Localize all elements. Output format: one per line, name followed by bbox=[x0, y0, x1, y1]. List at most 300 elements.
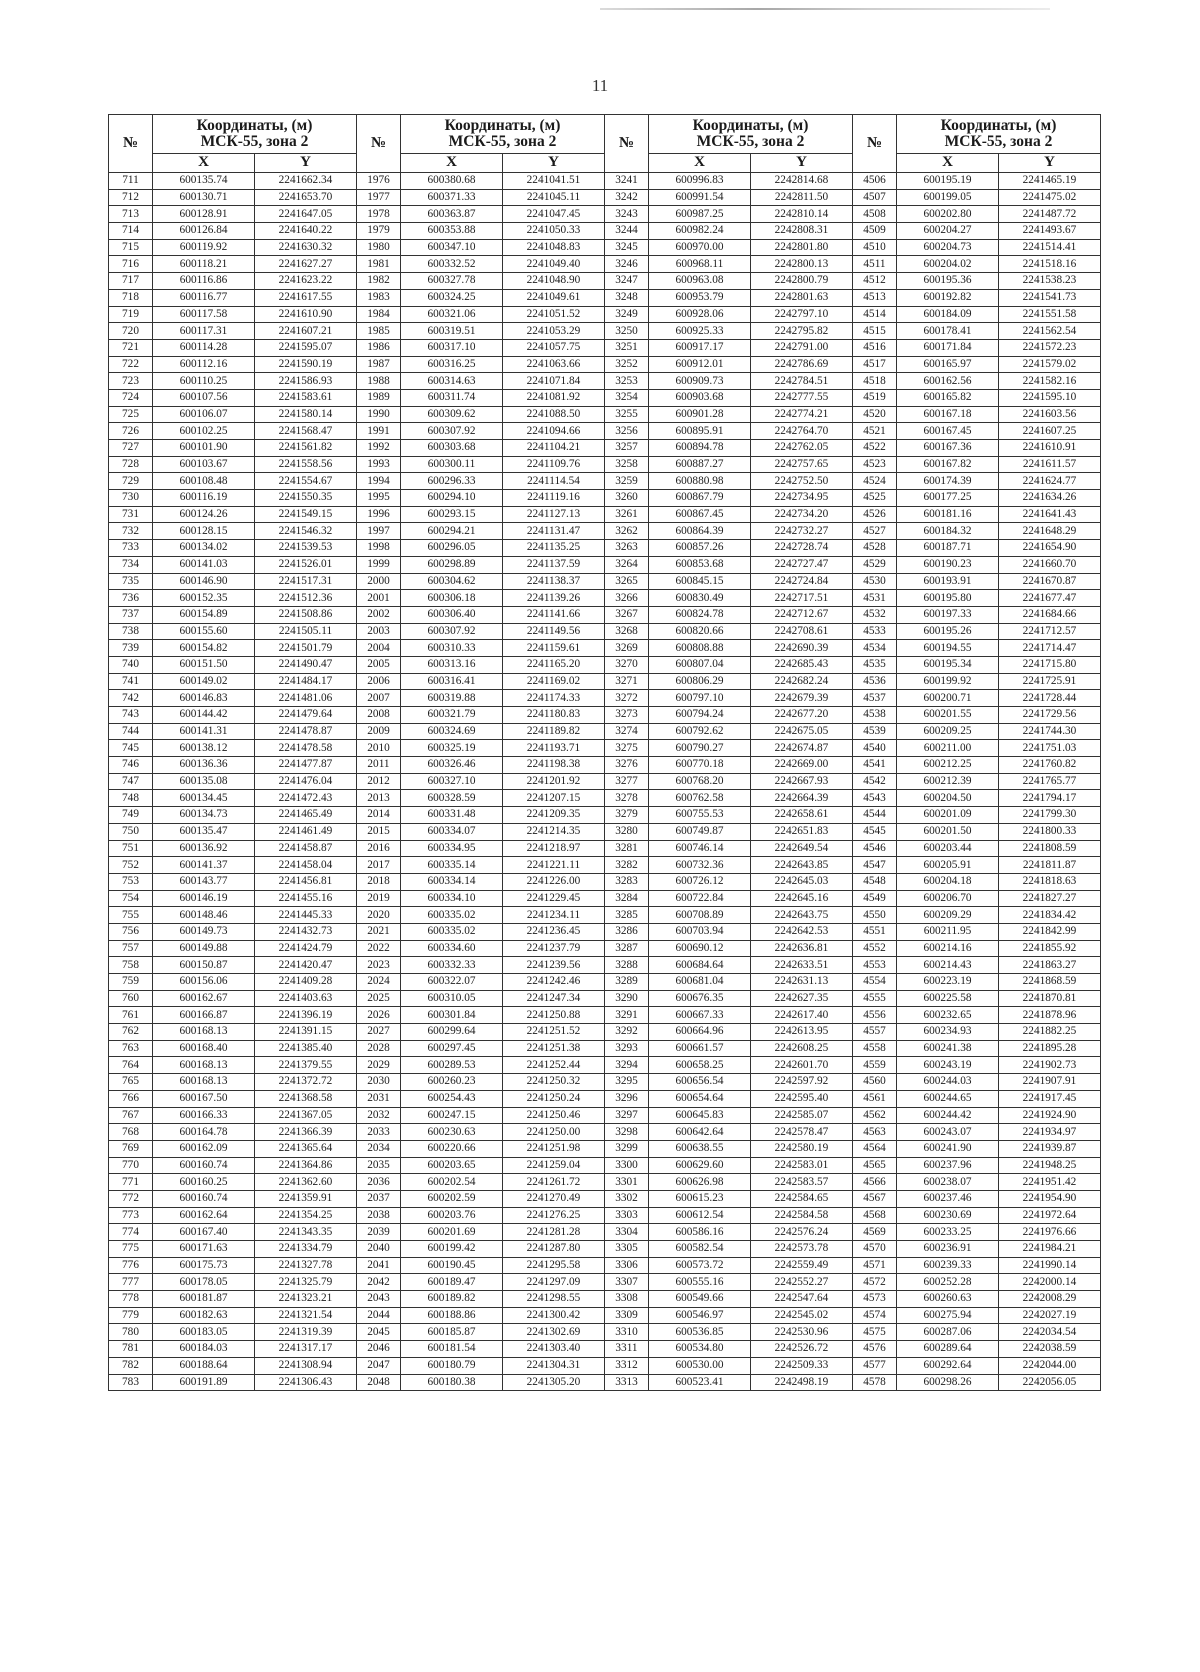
point-number-cell: 4537 bbox=[853, 690, 897, 707]
point-number-cell: 2019 bbox=[357, 890, 401, 907]
point-number-cell: 4575 bbox=[853, 1324, 897, 1341]
y-coordinate-cell: 2241165.20 bbox=[503, 656, 605, 673]
point-number-cell: 2004 bbox=[357, 640, 401, 657]
x-coordinate-cell: 600112.16 bbox=[153, 356, 255, 373]
y-coordinate-cell: 2242584.58 bbox=[751, 1207, 853, 1224]
x-coordinate-cell: 600144.42 bbox=[153, 707, 255, 724]
table-row bbox=[109, 707, 1101, 724]
point-number-cell: 3248 bbox=[605, 289, 649, 306]
x-coordinate-cell: 600887.27 bbox=[649, 456, 751, 473]
x-coordinate-cell: 600326.46 bbox=[401, 757, 503, 774]
x-coordinate-cell: 600171.63 bbox=[153, 1241, 255, 1258]
y-coordinate-cell: 2242808.31 bbox=[751, 223, 853, 240]
y-coordinate-cell: 2241104.21 bbox=[503, 440, 605, 457]
x-coordinate-cell: 600214.43 bbox=[897, 957, 999, 974]
y-coordinate-cell: 2241250.32 bbox=[503, 1074, 605, 1091]
point-number-cell: 4539 bbox=[853, 723, 897, 740]
point-number-cell: 3283 bbox=[605, 873, 649, 890]
y-coordinate-cell: 2242038.59 bbox=[999, 1341, 1101, 1358]
x-coordinate-cell: 600143.77 bbox=[153, 873, 255, 890]
x-coordinate-cell: 600820.66 bbox=[649, 623, 751, 640]
x-coordinate-cell: 600328.59 bbox=[401, 790, 503, 807]
y-coordinate-cell: 2242795.82 bbox=[751, 323, 853, 340]
point-number-cell: 4578 bbox=[853, 1374, 897, 1391]
y-coordinate-cell: 2242056.05 bbox=[999, 1374, 1101, 1391]
y-coordinate-cell: 2241209.35 bbox=[503, 807, 605, 824]
y-coordinate-cell: 2241303.40 bbox=[503, 1341, 605, 1358]
x-coordinate-cell: 600654.64 bbox=[649, 1090, 751, 1107]
y-coordinate-cell: 2241475.02 bbox=[999, 189, 1101, 206]
point-number-cell: 2030 bbox=[357, 1074, 401, 1091]
point-number-cell: 4522 bbox=[853, 440, 897, 457]
table-row bbox=[109, 673, 1101, 690]
point-number-cell: 2034 bbox=[357, 1140, 401, 1157]
y-coordinate-cell: 2242677.20 bbox=[751, 707, 853, 724]
y-coordinate-cell: 2241252.44 bbox=[503, 1057, 605, 1074]
y-coordinate-cell: 2242717.51 bbox=[751, 590, 853, 607]
y-coordinate-cell: 2241917.45 bbox=[999, 1090, 1101, 1107]
x-coordinate-cell: 600192.82 bbox=[897, 289, 999, 306]
point-number-cell: 763 bbox=[109, 1040, 153, 1057]
x-coordinate-cell: 600629.60 bbox=[649, 1157, 751, 1174]
x-coordinate-cell: 600167.40 bbox=[153, 1224, 255, 1241]
y-coordinate-cell: 2241654.90 bbox=[999, 540, 1101, 557]
y-coordinate-cell: 2241403.63 bbox=[255, 990, 357, 1007]
y-coordinate-cell: 2241298.55 bbox=[503, 1291, 605, 1308]
point-number-cell: 765 bbox=[109, 1074, 153, 1091]
x-coordinate-cell: 600845.15 bbox=[649, 573, 751, 590]
x-coordinate-cell: 600294.10 bbox=[401, 490, 503, 507]
point-number-cell: 752 bbox=[109, 857, 153, 874]
point-number-cell: 749 bbox=[109, 807, 153, 824]
x-coordinate-cell: 600165.82 bbox=[897, 389, 999, 406]
table-row bbox=[109, 1007, 1101, 1024]
point-number-cell: 2010 bbox=[357, 740, 401, 757]
x-coordinate-cell: 600239.33 bbox=[897, 1257, 999, 1274]
y-coordinate-cell: 2241984.21 bbox=[999, 1241, 1101, 1258]
x-coordinate-cell: 600204.18 bbox=[897, 873, 999, 890]
y-coordinate-cell: 2241550.35 bbox=[255, 490, 357, 507]
x-coordinate-cell: 600894.78 bbox=[649, 440, 751, 457]
x-coordinate-cell: 600101.90 bbox=[153, 440, 255, 457]
x-coordinate-cell: 600168.13 bbox=[153, 1057, 255, 1074]
y-coordinate-cell: 2242712.67 bbox=[751, 606, 853, 623]
point-number-cell: 754 bbox=[109, 890, 153, 907]
x-coordinate-cell: 600867.79 bbox=[649, 490, 751, 507]
x-coordinate-cell: 600293.15 bbox=[401, 506, 503, 523]
point-number-cell: 779 bbox=[109, 1307, 153, 1324]
x-coordinate-cell: 600857.26 bbox=[649, 540, 751, 557]
x-coordinate-cell: 600175.73 bbox=[153, 1257, 255, 1274]
point-number-cell: 3308 bbox=[605, 1291, 649, 1308]
point-number-cell: 1992 bbox=[357, 440, 401, 457]
point-number-cell: 3289 bbox=[605, 974, 649, 991]
y-coordinate-cell: 2242675.05 bbox=[751, 723, 853, 740]
y-coordinate-cell: 2241458.87 bbox=[255, 840, 357, 857]
x-coordinate-cell: 600146.83 bbox=[153, 690, 255, 707]
y-coordinate-cell: 2241193.71 bbox=[503, 740, 605, 757]
y-coordinate-cell: 2241554.67 bbox=[255, 473, 357, 490]
x-coordinate-cell: 600534.80 bbox=[649, 1341, 751, 1358]
y-coordinate-cell: 2241297.09 bbox=[503, 1274, 605, 1291]
x-coordinate-cell: 600307.92 bbox=[401, 623, 503, 640]
x-coordinate-cell: 600195.19 bbox=[897, 173, 999, 190]
x-coordinate-cell: 600830.49 bbox=[649, 590, 751, 607]
table-row bbox=[109, 873, 1101, 890]
y-coordinate-cell: 2241478.58 bbox=[255, 740, 357, 757]
y-coordinate-cell: 2241653.70 bbox=[255, 189, 357, 206]
y-coordinate-cell: 2241818.63 bbox=[999, 873, 1101, 890]
point-number-cell: 778 bbox=[109, 1291, 153, 1308]
y-coordinate-cell: 2241760.82 bbox=[999, 757, 1101, 774]
y-coordinate-cell: 2242732.27 bbox=[751, 523, 853, 540]
point-number-cell: 4541 bbox=[853, 757, 897, 774]
point-number-cell: 1989 bbox=[357, 389, 401, 406]
y-coordinate-cell: 2242580.19 bbox=[751, 1140, 853, 1157]
point-number-cell: 4569 bbox=[853, 1224, 897, 1241]
x-coordinate-cell: 600238.07 bbox=[897, 1174, 999, 1191]
x-coordinate-cell: 600162.64 bbox=[153, 1207, 255, 1224]
y-coordinate-cell: 2241677.47 bbox=[999, 590, 1101, 607]
table-row bbox=[109, 506, 1101, 523]
y-coordinate-cell: 2241623.22 bbox=[255, 273, 357, 290]
point-number-cell: 4577 bbox=[853, 1357, 897, 1374]
point-number-cell: 4558 bbox=[853, 1040, 897, 1057]
x-coordinate-cell: 600167.50 bbox=[153, 1090, 255, 1107]
x-coordinate-cell: 600332.52 bbox=[401, 256, 503, 273]
x-coordinate-cell: 600181.54 bbox=[401, 1341, 503, 1358]
y-coordinate-cell: 2241180.83 bbox=[503, 707, 605, 724]
y-coordinate-cell: 2241259.04 bbox=[503, 1157, 605, 1174]
x-coordinate-cell: 600107.56 bbox=[153, 389, 255, 406]
x-coordinate-cell: 600188.86 bbox=[401, 1307, 503, 1324]
x-coordinate-cell: 600275.94 bbox=[897, 1307, 999, 1324]
x-coordinate-cell: 600310.33 bbox=[401, 640, 503, 657]
point-number-cell: 4510 bbox=[853, 239, 897, 256]
y-coordinate-cell: 2241800.33 bbox=[999, 823, 1101, 840]
y-coordinate-cell: 2241138.37 bbox=[503, 573, 605, 590]
y-coordinate-cell: 2242777.55 bbox=[751, 389, 853, 406]
y-coordinate-cell: 2242643.85 bbox=[751, 857, 853, 874]
table-row bbox=[109, 423, 1101, 440]
y-coordinate-cell: 2242801.80 bbox=[751, 239, 853, 256]
x-coordinate-cell: 600189.82 bbox=[401, 1291, 503, 1308]
x-coordinate-cell: 600204.02 bbox=[897, 256, 999, 273]
y-coordinate-cell: 2241479.64 bbox=[255, 707, 357, 724]
table-row bbox=[109, 289, 1101, 306]
y-coordinate-cell: 2241595.10 bbox=[999, 389, 1101, 406]
table-row bbox=[109, 974, 1101, 991]
x-coordinate-cell: 600523.41 bbox=[649, 1374, 751, 1391]
x-coordinate-cell: 600807.04 bbox=[649, 656, 751, 673]
x-coordinate-cell: 600555.16 bbox=[649, 1274, 751, 1291]
y-coordinate-cell: 2241583.61 bbox=[255, 389, 357, 406]
x-coordinate-cell: 600306.18 bbox=[401, 590, 503, 607]
point-number-cell: 3264 bbox=[605, 556, 649, 573]
point-number-cell: 2041 bbox=[357, 1257, 401, 1274]
column-header-x: X bbox=[401, 154, 503, 173]
point-number-cell: 4564 bbox=[853, 1140, 897, 1157]
y-coordinate-cell: 2241902.73 bbox=[999, 1057, 1101, 1074]
point-number-cell: 4513 bbox=[853, 289, 897, 306]
x-coordinate-cell: 600185.87 bbox=[401, 1324, 503, 1341]
point-number-cell: 2024 bbox=[357, 974, 401, 991]
y-coordinate-cell: 2242764.70 bbox=[751, 423, 853, 440]
table-row bbox=[109, 540, 1101, 557]
point-number-cell: 783 bbox=[109, 1374, 153, 1391]
y-coordinate-cell: 2242573.78 bbox=[751, 1241, 853, 1258]
y-coordinate-cell: 2241327.78 bbox=[255, 1257, 357, 1274]
x-coordinate-cell: 600195.80 bbox=[897, 590, 999, 607]
point-number-cell: 4552 bbox=[853, 940, 897, 957]
point-number-cell: 1985 bbox=[357, 323, 401, 340]
y-coordinate-cell: 2241302.69 bbox=[503, 1324, 605, 1341]
x-coordinate-cell: 600928.06 bbox=[649, 306, 751, 323]
x-coordinate-cell: 600768.20 bbox=[649, 773, 751, 790]
y-coordinate-cell: 2241321.54 bbox=[255, 1307, 357, 1324]
x-coordinate-cell: 600223.19 bbox=[897, 974, 999, 991]
table-row bbox=[109, 473, 1101, 490]
y-coordinate-cell: 2241558.56 bbox=[255, 456, 357, 473]
y-coordinate-cell: 2241990.14 bbox=[999, 1257, 1101, 1274]
y-coordinate-cell: 2242585.07 bbox=[751, 1107, 853, 1124]
table-row bbox=[109, 1157, 1101, 1174]
point-number-cell: 4567 bbox=[853, 1190, 897, 1207]
point-number-cell: 3290 bbox=[605, 990, 649, 1007]
y-coordinate-cell: 2242595.40 bbox=[751, 1090, 853, 1107]
point-number-cell: 4535 bbox=[853, 656, 897, 673]
x-coordinate-cell: 600214.16 bbox=[897, 940, 999, 957]
y-coordinate-cell: 2241512.36 bbox=[255, 590, 357, 607]
y-coordinate-cell: 2241954.90 bbox=[999, 1190, 1101, 1207]
point-number-cell: 3254 bbox=[605, 389, 649, 406]
y-coordinate-cell: 2242034.54 bbox=[999, 1324, 1101, 1341]
x-coordinate-cell: 600244.42 bbox=[897, 1107, 999, 1124]
x-coordinate-cell: 600241.90 bbox=[897, 1140, 999, 1157]
point-number-cell: 3292 bbox=[605, 1024, 649, 1041]
point-number-cell: 716 bbox=[109, 256, 153, 273]
x-coordinate-cell: 600232.65 bbox=[897, 1007, 999, 1024]
y-coordinate-cell: 2241362.60 bbox=[255, 1174, 357, 1191]
y-coordinate-cell: 2241281.28 bbox=[503, 1224, 605, 1241]
x-coordinate-cell: 600792.62 bbox=[649, 723, 751, 740]
column-header-number: № bbox=[853, 115, 897, 173]
y-coordinate-cell: 2241634.26 bbox=[999, 490, 1101, 507]
x-coordinate-cell: 600260.23 bbox=[401, 1074, 503, 1091]
point-number-cell: 3271 bbox=[605, 673, 649, 690]
x-coordinate-cell: 600322.07 bbox=[401, 974, 503, 991]
table-row bbox=[109, 940, 1101, 957]
x-coordinate-cell: 600987.25 bbox=[649, 206, 751, 223]
y-coordinate-cell: 2242044.00 bbox=[999, 1357, 1101, 1374]
x-coordinate-cell: 600661.57 bbox=[649, 1040, 751, 1057]
point-number-cell: 4545 bbox=[853, 823, 897, 840]
x-coordinate-cell: 600586.16 bbox=[649, 1224, 751, 1241]
x-coordinate-cell: 600165.97 bbox=[897, 356, 999, 373]
point-number-cell: 2005 bbox=[357, 656, 401, 673]
point-number-cell: 4551 bbox=[853, 923, 897, 940]
column-header-number: № bbox=[605, 115, 649, 173]
y-coordinate-cell: 2242667.93 bbox=[751, 773, 853, 790]
x-coordinate-cell: 600996.83 bbox=[649, 173, 751, 190]
x-coordinate-cell: 600189.47 bbox=[401, 1274, 503, 1291]
y-coordinate-cell: 2241372.72 bbox=[255, 1074, 357, 1091]
x-coordinate-cell: 600790.27 bbox=[649, 740, 751, 757]
y-coordinate-cell: 2241799.30 bbox=[999, 807, 1101, 824]
x-coordinate-cell: 600160.74 bbox=[153, 1157, 255, 1174]
point-number-cell: 4526 bbox=[853, 506, 897, 523]
y-coordinate-cell: 2241561.82 bbox=[255, 440, 357, 457]
point-number-cell: 2044 bbox=[357, 1307, 401, 1324]
column-header-x: X bbox=[153, 154, 255, 173]
y-coordinate-cell: 2241582.16 bbox=[999, 373, 1101, 390]
table-row bbox=[109, 556, 1101, 573]
point-number-cell: 4521 bbox=[853, 423, 897, 440]
y-coordinate-cell: 2241287.80 bbox=[503, 1241, 605, 1258]
x-coordinate-cell: 600243.19 bbox=[897, 1057, 999, 1074]
point-number-cell: 3247 bbox=[605, 273, 649, 290]
point-number-cell: 3298 bbox=[605, 1124, 649, 1141]
x-coordinate-cell: 600141.37 bbox=[153, 857, 255, 874]
point-number-cell: 3306 bbox=[605, 1257, 649, 1274]
point-number-cell: 4547 bbox=[853, 857, 897, 874]
y-coordinate-cell: 2241765.77 bbox=[999, 773, 1101, 790]
x-coordinate-cell: 600325.19 bbox=[401, 740, 503, 757]
point-number-cell: 1976 bbox=[357, 173, 401, 190]
point-number-cell: 718 bbox=[109, 289, 153, 306]
x-coordinate-cell: 600181.16 bbox=[897, 506, 999, 523]
y-coordinate-cell: 2241385.40 bbox=[255, 1040, 357, 1057]
point-number-cell: 4556 bbox=[853, 1007, 897, 1024]
y-coordinate-cell: 2242584.65 bbox=[751, 1190, 853, 1207]
x-coordinate-cell: 600335.02 bbox=[401, 923, 503, 940]
point-number-cell: 4536 bbox=[853, 673, 897, 690]
x-coordinate-cell: 600184.03 bbox=[153, 1341, 255, 1358]
header-title-line-1: Координаты, (м) bbox=[692, 116, 809, 134]
point-number-cell: 4574 bbox=[853, 1307, 897, 1324]
y-coordinate-cell: 2242552.27 bbox=[751, 1274, 853, 1291]
point-number-cell: 4506 bbox=[853, 173, 897, 190]
x-coordinate-cell: 600162.67 bbox=[153, 990, 255, 1007]
y-coordinate-cell: 2241607.21 bbox=[255, 323, 357, 340]
point-number-cell: 733 bbox=[109, 540, 153, 557]
table-row bbox=[109, 523, 1101, 540]
point-number-cell: 4511 bbox=[853, 256, 897, 273]
point-number-cell: 740 bbox=[109, 656, 153, 673]
y-coordinate-cell: 2241229.45 bbox=[503, 890, 605, 907]
point-number-cell: 2011 bbox=[357, 757, 401, 774]
x-coordinate-cell: 600853.68 bbox=[649, 556, 751, 573]
x-coordinate-cell: 600135.08 bbox=[153, 773, 255, 790]
point-number-cell: 739 bbox=[109, 640, 153, 657]
point-number-cell: 3303 bbox=[605, 1207, 649, 1224]
point-number-cell: 2025 bbox=[357, 990, 401, 1007]
point-number-cell: 3295 bbox=[605, 1074, 649, 1091]
y-coordinate-cell: 2242664.39 bbox=[751, 790, 853, 807]
point-number-cell: 730 bbox=[109, 490, 153, 507]
x-coordinate-cell: 600234.93 bbox=[897, 1024, 999, 1041]
y-coordinate-cell: 2242617.40 bbox=[751, 1007, 853, 1024]
x-coordinate-cell: 600309.62 bbox=[401, 406, 503, 423]
x-coordinate-cell: 600184.09 bbox=[897, 306, 999, 323]
y-coordinate-cell: 2241715.80 bbox=[999, 656, 1101, 673]
point-number-cell: 2022 bbox=[357, 940, 401, 957]
x-coordinate-cell: 600190.45 bbox=[401, 1257, 503, 1274]
y-coordinate-cell: 2241057.75 bbox=[503, 339, 605, 356]
y-coordinate-cell: 2241127.13 bbox=[503, 506, 605, 523]
x-coordinate-cell: 600708.89 bbox=[649, 907, 751, 924]
x-coordinate-cell: 600134.45 bbox=[153, 790, 255, 807]
point-number-cell: 720 bbox=[109, 323, 153, 340]
x-coordinate-cell: 600755.53 bbox=[649, 807, 751, 824]
table-row bbox=[109, 1090, 1101, 1107]
point-number-cell: 723 bbox=[109, 373, 153, 390]
point-number-cell: 737 bbox=[109, 606, 153, 623]
y-coordinate-cell: 2241251.52 bbox=[503, 1024, 605, 1041]
point-number-cell: 2016 bbox=[357, 840, 401, 857]
x-coordinate-cell: 600103.67 bbox=[153, 456, 255, 473]
x-coordinate-cell: 600762.58 bbox=[649, 790, 751, 807]
point-number-cell: 3279 bbox=[605, 807, 649, 824]
x-coordinate-cell: 600182.63 bbox=[153, 1307, 255, 1324]
y-coordinate-cell: 2241603.56 bbox=[999, 406, 1101, 423]
point-number-cell: 1981 bbox=[357, 256, 401, 273]
y-coordinate-cell: 2242801.63 bbox=[751, 289, 853, 306]
x-coordinate-cell: 600363.87 bbox=[401, 206, 503, 223]
y-coordinate-cell: 2241251.98 bbox=[503, 1140, 605, 1157]
x-coordinate-cell: 600197.33 bbox=[897, 606, 999, 623]
point-number-cell: 3260 bbox=[605, 490, 649, 507]
point-number-cell: 770 bbox=[109, 1157, 153, 1174]
coordinates-table bbox=[108, 114, 1101, 1391]
x-coordinate-cell: 600183.05 bbox=[153, 1324, 255, 1341]
y-coordinate-cell: 2241934.97 bbox=[999, 1124, 1101, 1141]
point-number-cell: 774 bbox=[109, 1224, 153, 1241]
x-coordinate-cell: 600171.84 bbox=[897, 339, 999, 356]
point-number-cell: 2008 bbox=[357, 707, 401, 724]
x-coordinate-cell: 600334.95 bbox=[401, 840, 503, 857]
point-number-cell: 3257 bbox=[605, 440, 649, 457]
point-number-cell: 2037 bbox=[357, 1190, 401, 1207]
y-coordinate-cell: 2241794.17 bbox=[999, 790, 1101, 807]
x-coordinate-cell: 600681.04 bbox=[649, 974, 751, 991]
x-coordinate-cell: 600582.54 bbox=[649, 1241, 751, 1258]
y-coordinate-cell: 2241141.66 bbox=[503, 606, 605, 623]
point-number-cell: 1980 bbox=[357, 239, 401, 256]
y-coordinate-cell: 2242027.19 bbox=[999, 1307, 1101, 1324]
x-coordinate-cell: 600252.28 bbox=[897, 1274, 999, 1291]
table-row bbox=[109, 890, 1101, 907]
point-number-cell: 2043 bbox=[357, 1291, 401, 1308]
column-header-coordinates bbox=[401, 115, 605, 154]
x-coordinate-cell: 600203.44 bbox=[897, 840, 999, 857]
x-coordinate-cell: 600300.11 bbox=[401, 456, 503, 473]
point-number-cell: 2001 bbox=[357, 590, 401, 607]
x-coordinate-cell: 600184.32 bbox=[897, 523, 999, 540]
x-coordinate-cell: 600178.05 bbox=[153, 1274, 255, 1291]
point-number-cell: 3267 bbox=[605, 606, 649, 623]
point-number-cell: 3302 bbox=[605, 1190, 649, 1207]
x-coordinate-cell: 600332.33 bbox=[401, 957, 503, 974]
x-coordinate-cell: 600573.72 bbox=[649, 1257, 751, 1274]
table-row bbox=[109, 723, 1101, 740]
table-row bbox=[109, 339, 1101, 356]
y-coordinate-cell: 2241624.77 bbox=[999, 473, 1101, 490]
y-coordinate-cell: 2242685.43 bbox=[751, 656, 853, 673]
y-coordinate-cell: 2241610.90 bbox=[255, 306, 357, 323]
y-coordinate-cell: 2241319.39 bbox=[255, 1324, 357, 1341]
y-coordinate-cell: 2241221.11 bbox=[503, 857, 605, 874]
